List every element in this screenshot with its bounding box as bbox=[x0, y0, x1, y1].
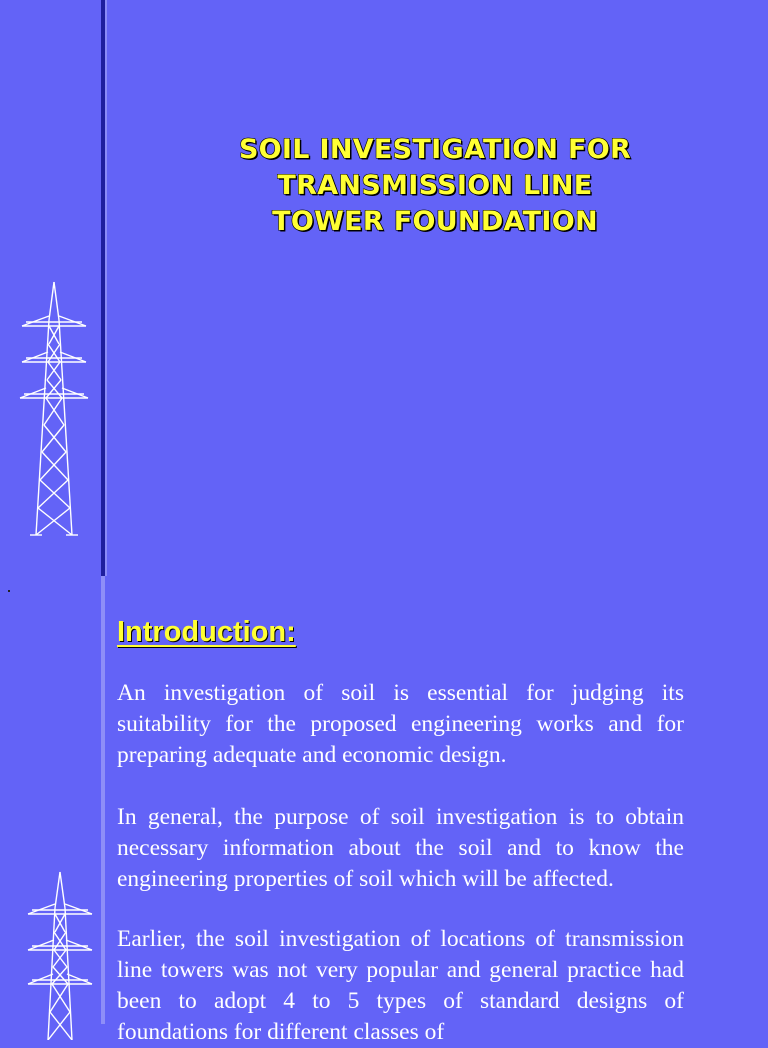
transmission-tower-icon bbox=[18, 280, 90, 540]
body-paragraph: In general, the purpose of soil investigation is to obtain necessary information about the soil and to know the engineering properties of soil which will be affected. bbox=[117, 804, 684, 892]
stray-dot bbox=[8, 590, 10, 592]
section-heading: Introduction: bbox=[117, 616, 296, 648]
title-line: TRANSMISSION LINE bbox=[277, 170, 593, 201]
slide-title bbox=[120, 132, 750, 240]
introduction-slide bbox=[0, 576, 768, 1045]
transmission-tower-icon bbox=[26, 870, 94, 1040]
title-line: SOIL INVESTIGATION FOR bbox=[238, 134, 632, 165]
body-paragraph: An investigation of soil is essential for judging its suitability for the proposed engineering works and for preparing adequate and economic design. bbox=[117, 680, 684, 768]
body-paragraph: Earlier, the soil investigation of locations of transmission line towers was not very popular and general practice had been to adopt 4 to 5 types of standard designs of foundations for different classes of bbox=[117, 926, 684, 1045]
slide-divider-line bbox=[101, 576, 105, 1024]
slide-divider-highlight bbox=[105, 0, 107, 576]
title-line: TOWER FOUNDATION bbox=[272, 206, 598, 237]
